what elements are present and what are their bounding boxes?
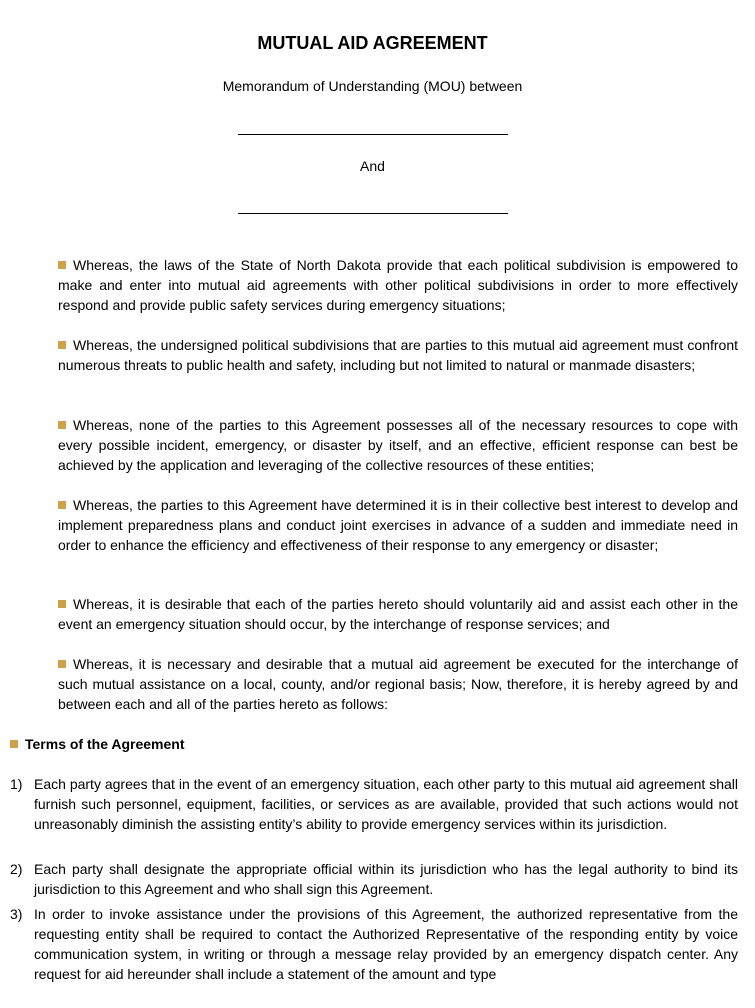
term-text: Each party shall designate the appropriate official within its jurisdiction who has the legal authority to bind its jurisdiction to this Agreement and who shall sign this Agreement. <box>34 861 738 897</box>
square-bullet-icon <box>58 421 66 429</box>
square-bullet-icon <box>58 341 66 349</box>
document-subtitle: Memorandum of Understanding (MOU) between <box>222 78 523 94</box>
square-bullet-icon <box>58 261 66 269</box>
document-title: MUTUAL AID AGREEMENT <box>257 33 488 53</box>
whereas-text: Whereas, the undersigned political subdivisions that are parties to this mutual aid agreement must confront numerous threats to public health and safety, including but not limited to natural or manmade disasters; <box>58 337 738 373</box>
whereas-paragraph <box>58 495 738 555</box>
square-bullet-icon <box>58 660 66 668</box>
term-number: 3) <box>10 906 23 922</box>
whereas-text: Whereas, it is desirable that each of the parties hereto should voluntarily aid and assist each other in the event an emergency situation should occur, by the interchange of response services; and <box>58 596 738 632</box>
square-bullet-icon <box>58 501 66 509</box>
whereas-text: Whereas, it is necessary and desirable that a mutual aid agreement be executed for the interchange of such mutual assistance on a local, county, and/or regional basis; Now, therefore, it is hereby agreed by and between each and all of the parties hereto as follows: <box>58 656 738 712</box>
whereas-paragraph <box>58 335 738 375</box>
term-number: 1) <box>10 776 23 792</box>
whereas-text: Whereas, the parties to this Agreement have determined it is in their collective best interest to develop and implement preparedness plans and conduct joint exercises in advance of a sudden and immediate need in order to enhance the efficiency and effectiveness of their response to any emergency or disaster; <box>58 497 738 553</box>
whereas-paragraph <box>58 415 738 475</box>
term-text: In order to invoke assistance under the provisions of this Agreement, the authorized representative from the requesting entity shall be required to contact the Authorized Representative of the responding entity by voice communication system, in writing or through a message relay provided by an emergency dispatch center. Any request for aid hereunder shall include a statement of the amount and type <box>34 906 738 982</box>
and-text: And <box>360 158 385 174</box>
term-number: 2) <box>10 861 23 877</box>
whereas-text: Whereas, none of the parties to this Agreement possesses all of the necessary resources to cope with every possible incident, emergency, or disaster by itself, and an effective, efficient response can best be achieved by the application and leveraging of the collective resources of these entities; <box>58 417 738 473</box>
party-blank-line-1 <box>238 134 508 135</box>
square-bullet-icon <box>10 740 18 748</box>
term-item <box>10 774 738 834</box>
term-text: Each party agrees that in the event of an emergency situation, each other party to this mutual aid agreement shall furnish such personnel, equipment, facilities, or services as are available, provided that such actions would not unreasonably diminish the assisting entity’s ability to provide emergency services within its jurisdiction. <box>34 776 738 832</box>
terms-heading <box>10 734 184 754</box>
whereas-paragraph <box>58 255 738 315</box>
term-item <box>10 904 738 984</box>
terms-heading-text: Terms of the Agreement <box>25 736 185 752</box>
party-blank-line-2 <box>238 213 508 214</box>
term-item <box>10 859 738 899</box>
square-bullet-icon <box>58 600 66 608</box>
whereas-text: Whereas, the laws of the State of North Dakota provide that each political subdivision is empowered to make and enter into mutual aid agreements with other political subdivisions in order to more effectively respond and provide public safety services during emergency situations; <box>58 257 738 313</box>
whereas-paragraph <box>58 594 738 634</box>
whereas-paragraph <box>58 654 738 714</box>
